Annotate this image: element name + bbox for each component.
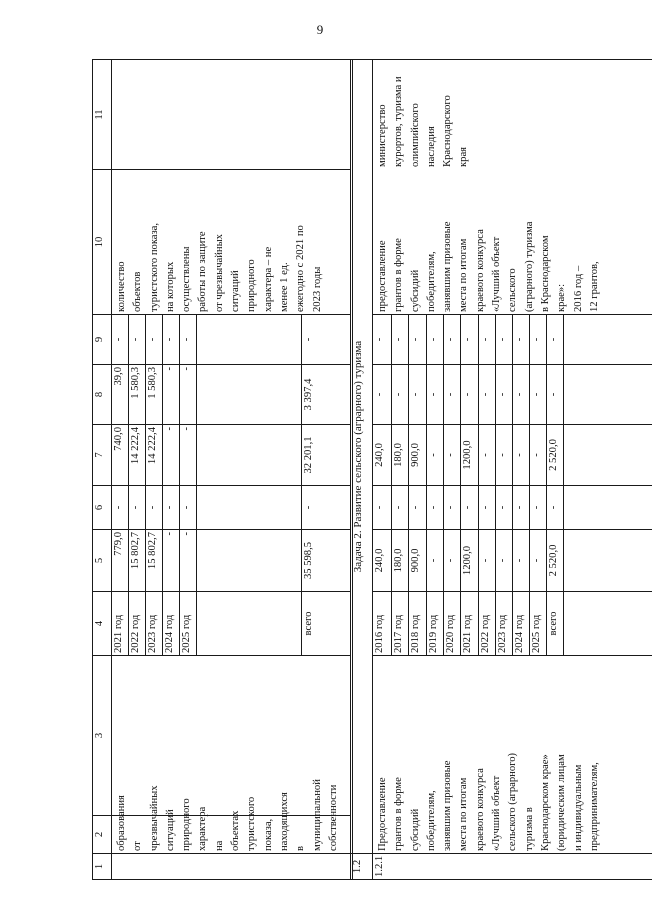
block2-description-line: (юридическим лицам (556, 754, 568, 851)
block1-result-line: менее 1 ед. (278, 262, 290, 312)
block1-federal-funding: - (130, 505, 141, 510)
block1-result-line: природного (246, 259, 258, 312)
block2-executor-line: края (458, 146, 470, 167)
block2-executor-line: олимпийского (409, 103, 421, 167)
block1-local-funding: 1 580,3 (130, 367, 141, 399)
block1-result-line: характера – не (262, 246, 274, 312)
block1-result-line: на которых (164, 261, 176, 312)
block2-sum-total: 2 520,0 (548, 544, 559, 577)
block2-total-funding: 1200,0 (462, 545, 473, 576)
block2-federal-funding: - (428, 505, 439, 510)
task-row-bottom-border (372, 60, 373, 880)
block1-other-funding: - (147, 337, 158, 342)
block1-year: 2023 год (147, 614, 158, 653)
column-number-4: 4 (94, 620, 105, 627)
block2-federal-funding: - (514, 505, 525, 510)
block2-other-funding: - (374, 337, 385, 342)
block2-result (374, 170, 652, 314)
block1-description-line: чрезвычайных (148, 785, 160, 851)
block2-year: 2024 год (514, 614, 525, 653)
block1-other-funding: - (181, 337, 192, 342)
block2-description-line: места по итогам (458, 777, 470, 851)
block1-sum-total: 35 598,5 (303, 541, 314, 580)
block2-result-line: в Краснодарском (539, 235, 551, 312)
block2-year: 2019 год (428, 614, 439, 653)
block2-local-funding: - (410, 392, 421, 397)
block2-year: 2018 год (410, 614, 421, 653)
task-title: Задача 2. Развитие сельского (аграрного) туризма (352, 340, 364, 573)
block2-executor-line: Краснодарского (442, 95, 454, 167)
block2-other-funding: - (445, 337, 456, 342)
block2-local-funding: - (531, 392, 542, 397)
block2-year: 2023 год (497, 614, 508, 653)
block2-federal-funding: - (445, 505, 456, 510)
block2-other-funding: - (462, 337, 473, 342)
block2-sum-regional: 2 520,0 (548, 439, 559, 471)
block2-result-line: 12 грантов, (588, 261, 600, 312)
column-number-6: 6 (94, 504, 105, 511)
task-number: 1.2 (352, 859, 363, 874)
block1-description-line: объектах туристского (230, 796, 258, 851)
block2-regional-funding: 1200,0 (462, 440, 473, 470)
column-number-10: 10 (94, 236, 105, 248)
block2-other-funding: - (497, 337, 508, 342)
column-number-2: 2 (94, 831, 105, 838)
block2-description-line: грантов в форме (393, 777, 405, 851)
block1-regional-funding: - (164, 427, 175, 431)
column-number-3: 3 (94, 732, 105, 739)
block1-other-funding: - (164, 337, 175, 342)
block1-description-line: в муниципальной (295, 779, 323, 851)
block2-regional-funding: - (514, 453, 525, 457)
column-border (92, 853, 350, 854)
block2-regional-funding: - (480, 453, 491, 457)
block1-year: 2021 год (113, 614, 124, 653)
block1-result-line: количество (116, 261, 127, 312)
block2-sum-local: - (548, 392, 559, 397)
block2-other-funding: - (393, 337, 404, 342)
block1-description-line: образования от (116, 795, 144, 851)
block2-total-funding: - (445, 558, 456, 563)
block1-regional-funding: 14 222,4 (130, 427, 141, 465)
block2-result-line: места по итогам (458, 238, 470, 312)
block1-result-line: ежегодно с 2021 по (295, 225, 307, 312)
block1-year: 2022 год (130, 614, 141, 653)
block1-total-funding: - (181, 532, 192, 536)
block2-federal-funding: - (462, 505, 473, 510)
block1-regional-funding: 740,0 (113, 427, 124, 451)
column-number-11: 11 (94, 109, 105, 120)
block2-year: 2025 год (531, 614, 542, 653)
block1-other-funding: - (113, 337, 124, 342)
block2-description-line: Предоставление (377, 777, 388, 851)
block2-local-funding: - (514, 392, 525, 397)
block1-total-funding: - (164, 532, 175, 536)
block2-other-funding: - (514, 337, 525, 342)
block2-result-line: крае»: (556, 283, 568, 312)
block2-federal-funding: - (497, 505, 508, 510)
block2-result-line: «Лучший объект (491, 236, 503, 312)
task-row-edge (350, 879, 372, 880)
column-number-1: 1 (94, 863, 105, 870)
block1-sum-other: - (303, 337, 314, 342)
block2-total-funding: - (497, 558, 508, 563)
block2-total-funding: 180,0 (393, 548, 404, 573)
column-border (92, 59, 350, 60)
block2-regional-funding: 900,0 (410, 443, 421, 467)
block1-total-funding: 15 802,7 (147, 532, 158, 570)
block2-executor (374, 60, 652, 169)
block2-result-line: занявшим призовые (442, 221, 454, 312)
block1-local-funding: - (181, 367, 192, 371)
block2-result-line: грантов в форме (393, 238, 405, 312)
block2-description-line: и индивидуальным (572, 764, 584, 851)
block2-other-funding: - (410, 337, 421, 342)
block2-total-label: всего (548, 611, 559, 636)
block1-result-line: 2023 годы (311, 266, 323, 312)
block2-local-funding: - (462, 392, 473, 397)
block2-description-line: субсидий (409, 808, 421, 851)
block2-total-funding: 900,0 (410, 548, 421, 573)
block1-year: 2025 год (181, 614, 192, 653)
table-top-border (92, 60, 93, 880)
block2-federal-funding: - (480, 505, 491, 510)
block1-local-funding: 39,0 (113, 367, 124, 386)
block2-regional-funding: - (497, 453, 508, 457)
block2-column-border (372, 879, 652, 880)
block2-year: 2021 год (462, 614, 473, 653)
column-border (92, 655, 350, 656)
block1-bottom-border (350, 60, 351, 880)
block1-regional-funding: 14 222,4 (147, 427, 158, 465)
block2-local-funding: - (497, 392, 508, 397)
block2-description-line: сельского (аграрного) (507, 752, 519, 851)
block2-result-line: 2016 год – (572, 265, 584, 312)
block2-year: 2022 год (480, 614, 491, 653)
block2-local-funding: - (445, 392, 456, 397)
block2-sum-federal: - (548, 505, 559, 510)
block1-description-line: показа, находящихся (262, 792, 290, 851)
block2-local-funding: - (393, 392, 404, 397)
block1-result-line: работы по защите (197, 231, 209, 312)
block1-sum-regional: 32 201,1 (303, 436, 314, 474)
block2-description (374, 656, 652, 853)
block1-year: 2024 год (164, 614, 175, 653)
block1-sum-local: 3 397,4 (303, 378, 314, 411)
block2-description-line: «Лучший объект (491, 775, 503, 851)
page-number: 9 (316, 22, 324, 37)
block1-result-line: осуществлены (181, 246, 193, 312)
block2-local-funding: - (428, 392, 439, 397)
block2-result-line: победителям, (425, 251, 437, 312)
block2-regional-funding: - (428, 453, 439, 457)
block1-description-line: ситуаций природного (164, 798, 193, 851)
block1-regional-funding: - (181, 427, 192, 431)
block2-executor-line: министерство (377, 104, 388, 167)
block2-federal-funding: - (410, 505, 421, 510)
block2-result-line: субсидий (409, 269, 421, 312)
block2-result-line: предоставление (377, 240, 388, 312)
block2-description-line: победителям, (425, 790, 437, 851)
block1-federal-funding: - (181, 505, 192, 510)
block2-executor-line: курортов, туризма и (393, 76, 405, 167)
block2-number: 1.2.1 (374, 855, 385, 877)
block2-other-funding: - (428, 337, 439, 342)
block2-federal-funding: - (374, 505, 385, 510)
block2-result-line: (аграрного) туризма (523, 221, 535, 312)
block1-result-line: объектов (132, 271, 144, 312)
block2-total-funding: - (514, 558, 525, 563)
rotated-program-table (92, 60, 652, 880)
block2-local-funding: - (374, 392, 385, 397)
block2-description-line: туризма в (523, 807, 535, 851)
block1-result (113, 170, 350, 314)
block2-year: 2017 год (393, 614, 404, 653)
column-number-8: 8 (94, 391, 105, 398)
block2-total-funding: - (480, 558, 491, 563)
block2-description-line: краевого конкурса (474, 768, 486, 851)
block1-description-line: собственности (327, 784, 339, 851)
block2-column-border (372, 853, 652, 854)
block2-federal-funding: - (393, 505, 404, 510)
block1-total-label: всего (303, 611, 314, 636)
column-number-7: 7 (94, 452, 105, 458)
block1-sum-federal: - (303, 505, 314, 510)
block2-total-funding: - (531, 558, 542, 563)
block1-local-funding: - (164, 367, 175, 371)
block2-total-funding: - (428, 558, 439, 563)
block1-result-line: от чрезвычайных (213, 234, 225, 312)
block2-federal-funding: - (531, 505, 542, 510)
block1-result-line: ситуаций (230, 270, 242, 312)
header-bottom-border (111, 60, 112, 880)
column-number-5: 5 (94, 557, 105, 564)
block1-total-funding: 779,0 (113, 532, 124, 556)
column-border (92, 879, 350, 880)
block2-year: 2020 год (445, 614, 456, 653)
block2-other-funding: - (480, 337, 491, 342)
block1-other-funding: - (130, 337, 141, 342)
block1-local-funding: 1 580,3 (147, 367, 158, 399)
block2-sum-other: - (548, 337, 559, 342)
block2-other-funding: - (531, 337, 542, 342)
block2-result-line: краевого конкурса (474, 229, 486, 312)
block2-regional-funding: 180,0 (393, 443, 404, 467)
block1-result-line: туристского показа, (148, 222, 160, 312)
block2-description-line: Краснодарском крае» (539, 754, 551, 851)
block2-regional-funding: - (531, 453, 542, 457)
block2-executor-line: наследия (425, 126, 437, 167)
block1-federal-funding: - (164, 505, 175, 510)
block2-regional-funding: 240,0 (374, 443, 385, 467)
block2-year: 2016 год (374, 614, 385, 653)
block2-description-line: занявшим призовые (442, 760, 454, 851)
column-number-9: 9 (94, 336, 105, 343)
block1-description (113, 779, 350, 853)
block1-total-funding: 15 802,7 (130, 532, 141, 570)
block2-description-line: предпринимателям, (588, 762, 600, 851)
block2-regional-funding: - (445, 453, 456, 457)
block1-federal-funding: - (113, 505, 124, 510)
block1-description-line: характера на (197, 806, 225, 851)
block1-federal-funding: - (147, 505, 158, 510)
block2-result-line: сельского (507, 268, 519, 312)
block2-local-funding: - (480, 392, 491, 397)
block2-total-funding: 240,0 (374, 548, 385, 573)
